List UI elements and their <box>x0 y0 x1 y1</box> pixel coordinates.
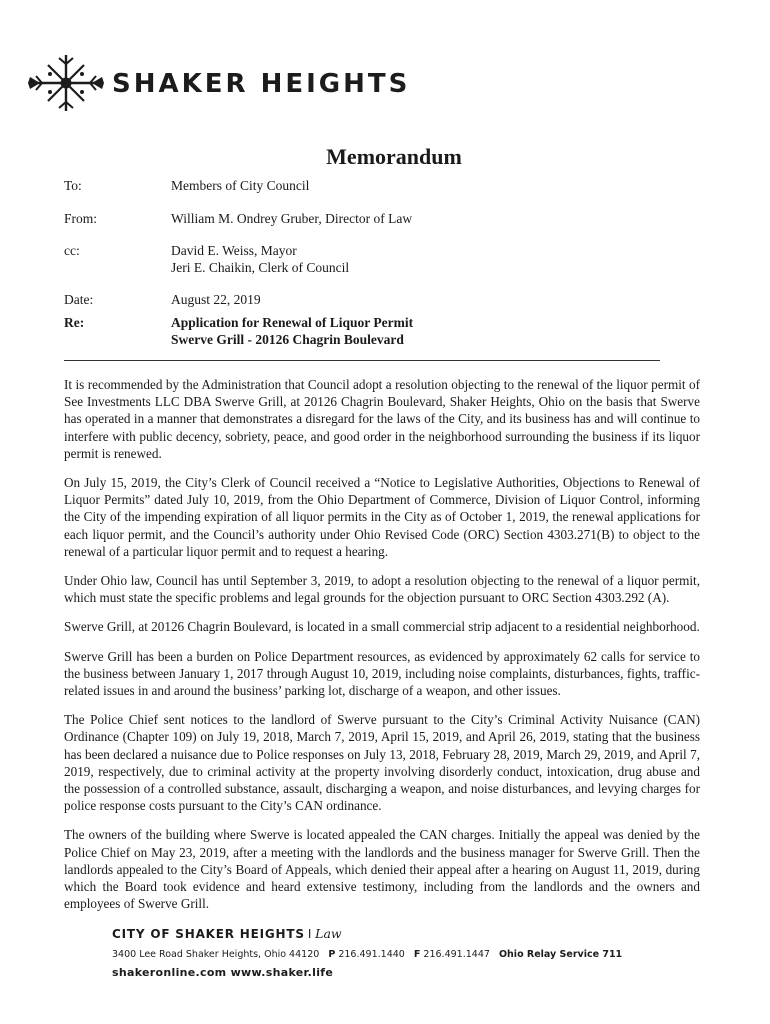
paragraph: Swerve Grill, at 20126 Chagrin Boulevard, is located in a small commercial strip adjacent to a residential neighborhood. <box>64 619 700 635</box>
footer-fax: 216.491.1447 <box>423 949 490 960</box>
re-value-1: Application for Renewal of Liquor Permit <box>171 315 414 330</box>
header-divider <box>64 360 660 361</box>
cc-label: cc: <box>64 243 80 258</box>
from-label: From: <box>64 211 98 226</box>
date-label: Date: <box>64 292 94 307</box>
paragraph: On July 15, 2019, the City’s Clerk of Council received a “Notice to Legislative Authorities, Objections to Renewal of Liquor Permits” dated July 10, 2019, from the Ohio Department of Commerce, Division of Liquor Control, informing the City of the impending expiration of all liquor permits in the City as of October 1, 2019, the renewal applications for each liquor permit, and the Council’s authority under Ohio Revised Code (ORC) Section 4303.271(B) to object to the renewal of a particular liquor permit and to request a hearing. <box>64 475 700 559</box>
footer-dept: Law <box>315 926 342 941</box>
footer-fax-label: F <box>413 949 421 960</box>
footer-org-line <box>112 926 622 941</box>
footer-contact-line <box>112 949 622 960</box>
to-label: To: <box>64 178 82 193</box>
snowflake-icon <box>26 52 106 114</box>
re-label: Re: <box>64 315 85 330</box>
brand-name: SHAKER HEIGHTS <box>112 69 411 99</box>
footer-separator: I <box>307 927 313 941</box>
footer-websites: shakeronline.com www.shaker.life <box>112 966 334 979</box>
to-value: Members of City Council <box>171 178 310 193</box>
date-value: August 22, 2019 <box>171 292 261 307</box>
footer-relay: Ohio Relay Service 711 <box>498 949 623 960</box>
cc-value-2: Jeri E. Chaikin, Clerk of Council <box>171 260 350 275</box>
paragraph: It is recommended by the Administration that Council adopt a resolution objecting to the renewal of the liquor permit of See Investments LLC DBA Swerve Grill, at 20126 Chagrin Boulevard, Shaker Heights, Ohio on the basis that Swerve has operated in a manner that demonstrates a disregard for the laws of the City, and its business has and will continue to interfere with public decency, sobriety, peace, and good order in the neighborhood surrounding the business if its liquor permit is renewed. <box>64 377 700 461</box>
cc-value-1: David E. Weiss, Mayor <box>171 243 297 258</box>
brand-logo <box>26 52 410 114</box>
footer-phone: 216.491.1440 <box>338 949 405 960</box>
footer-phone-label: P <box>328 949 336 960</box>
letterhead-footer <box>112 926 622 979</box>
paragraph: Swerve Grill has been a burden on Police Department resources, as evidenced by approximately 62 calls for service to the business between January 1, 2017 through August 10, 2019, including noise complaints, disturbances, fights, traffic-related issues in and around the business’ parking lot, discharge of a weapon, and other issues. <box>64 648 700 699</box>
paragraph: Under Ohio law, Council has until September 3, 2019, to adopt a resolution objecting to the renewal of a liquor permit, which must state the specific problems and legal grounds for the objection pursuant to ORC Section 4303.292 (A). <box>64 573 700 606</box>
memo-title: Memorandum <box>326 144 462 169</box>
footer-address: 3400 Lee Road Shaker Heights, Ohio 44120 <box>112 949 320 960</box>
footer-org: CITY OF SHAKER HEIGHTS <box>112 927 305 941</box>
re-value-2: Swerve Grill - 20126 Chagrin Boulevard <box>171 332 404 347</box>
paragraph: The Police Chief sent notices to the landlord of Swerve pursuant to the City’s Criminal Activity Nuisance (CAN) Ordinance (Chapter 109) on July 19, 2018, March 7, 2019, April 15, 2019, and April 26, 2019, stating that the business has been declared a nuisance due to Police responses on July 13, 2018, February 28, 2019, March 29, 2019, and April 7, 2019, respectively, due to criminal activity at the property involving disorderly conduct, intoxication, drug abuse and the possession of a controlled substance, assault, discharging a weapon, and noise disturbances, and levying charges for police response costs pursuant to the City’s CAN ordinance. <box>64 712 700 814</box>
memo-body <box>64 376 700 924</box>
paragraph: The owners of the building where Swerve is located appealed the CAN charges. Initially the appeal was denied by the Police Chief on May 23, 2019, after a meeting with the landlords and the business manager for Swerve Grill. Then the landlords appealed to the City’s Board of Appeals, which denied their appeal after a hearing on August 11, 2019, during which the Board took evidence and heard extensive testimony, including from the landlords and the owners and employees of Swerve Grill. <box>64 827 700 912</box>
from-value: William M. Ondrey Gruber, Director of Law <box>171 211 413 226</box>
